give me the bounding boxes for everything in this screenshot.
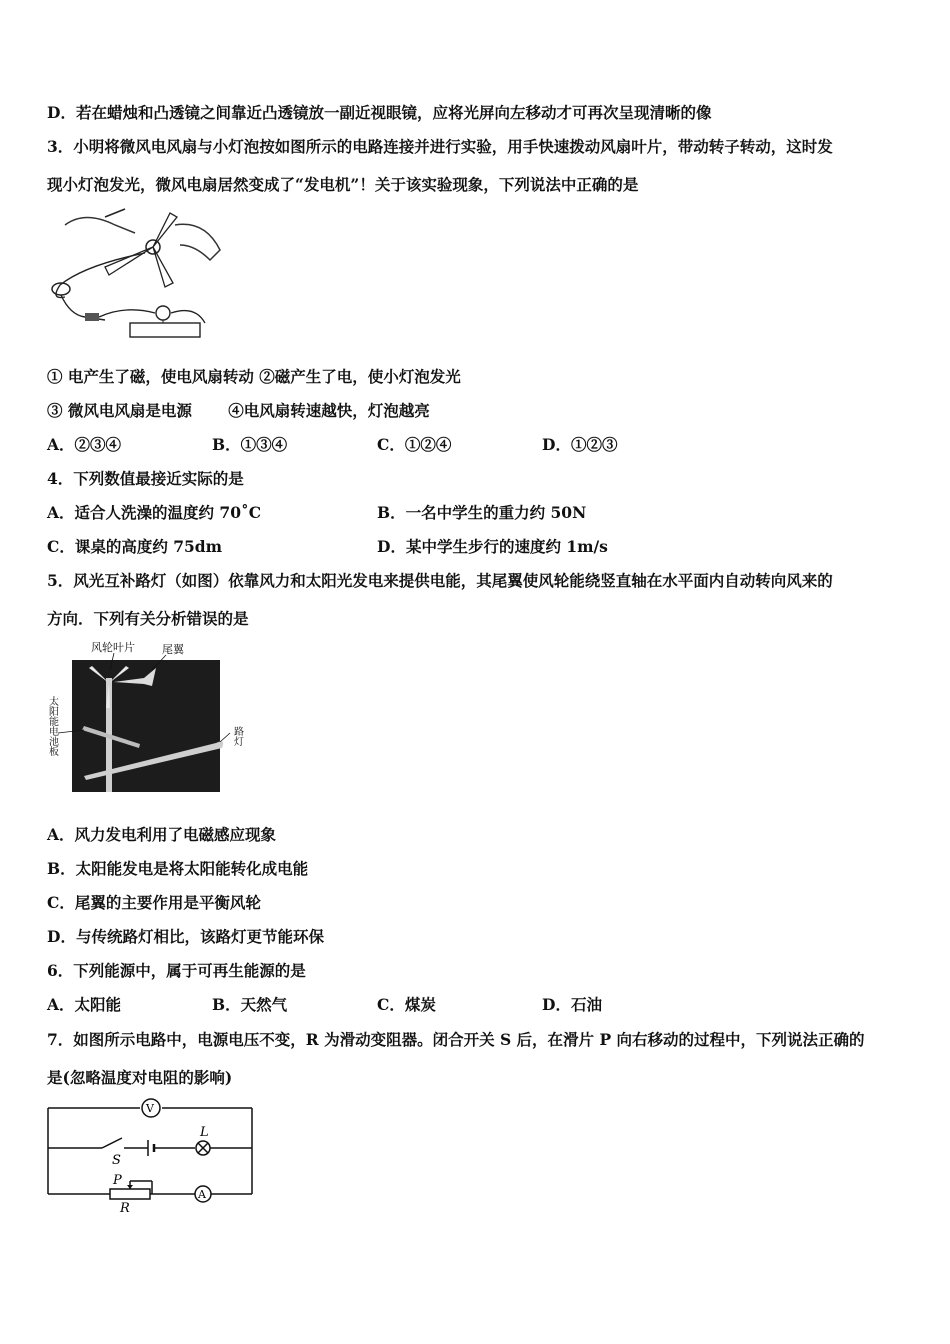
q7-ammeter-label: A xyxy=(198,1188,206,1201)
q4-option-b: B．一名中学生的重力约 50N xyxy=(377,503,587,522)
q6-option-a: A．太阳能 xyxy=(47,995,122,1014)
q5-label-solar: 太阳能电池板 xyxy=(46,696,58,756)
q7-rheostat-label: R xyxy=(120,1201,130,1216)
q7-lamp-label: L xyxy=(200,1125,209,1140)
q5-street-lamp-figure xyxy=(44,638,249,796)
q7-circuit-diagram xyxy=(40,1096,260,1216)
q6-option-d: D．石油 xyxy=(542,995,602,1014)
q5-label-tail: 尾翼 xyxy=(162,643,184,656)
q4-option-c: C．课桌的高度约 75dm xyxy=(47,537,223,556)
q6-stem: 6．下列能源中，属于可再生能源的是 xyxy=(47,961,306,980)
q3-stem-line1: 3．小明将微风电风扇与小灯泡按如图所示的电路连接并进行实验，用手快速拨动风扇叶片，带动转子转动，这时发 xyxy=(47,137,833,156)
q3-fan-circuit-figure xyxy=(45,205,225,350)
q7-voltmeter-label: V xyxy=(146,1102,154,1115)
q5-option-b: B．太阳能发电是将太阳能转化成电能 xyxy=(47,859,309,878)
q3-statement-1-2: ① 电产生了磁，使电风扇转动 ②磁产生了电，使小灯泡发光 xyxy=(47,367,461,386)
q5-stem-line2: 方向．下列有关分析错误的是 xyxy=(47,609,249,628)
q7-slider-label: P xyxy=(113,1173,122,1188)
q5-option-a: A．风力发电利用了电磁感应现象 xyxy=(47,825,277,844)
q7-stem-line1: 7．如图所示电路中，电源电压不变，R 为滑动变阻器。闭合开关 S 后，在滑片 P 向右移动的过程中，下列说法正确的 xyxy=(47,1030,865,1049)
q3-option-a: A．②③④ xyxy=(47,435,122,454)
q6-option-c: C．煤炭 xyxy=(377,995,436,1014)
q3-stem-line2: 现小灯泡发光，微风电扇居然变成了“发电机”！关于该实验现象，下列说法中正确的是 xyxy=(47,175,639,194)
q4-stem: 4．下列数值最接近实际的是 xyxy=(47,469,244,488)
q5-label-blade: 风轮叶片 xyxy=(91,641,135,654)
q3-statement-3-4: ③ 微风电风扇是电源 ④电风扇转速越快，灯泡越亮 xyxy=(47,401,430,420)
q3-option-d: D．①②③ xyxy=(542,435,618,454)
q7-stem-line2: 是(忽略温度对电阻的影响) xyxy=(47,1068,233,1087)
q5-option-d: D．与传统路灯相比，该路灯更节能环保 xyxy=(47,927,324,946)
q4-option-a: A．适合人洗澡的温度约 70˚C xyxy=(47,503,262,522)
q5-stem-line1: 5．风光互补路灯（如图）依靠风力和太阳光发电来提供电能，其尾翼使风轮能绕竖直轴在水平面内自动转向风来的 xyxy=(47,571,833,590)
q7-switch-label: S xyxy=(112,1153,121,1168)
q6-option-b: B．天然气 xyxy=(212,995,288,1014)
q5-option-c: C．尾翼的主要作用是平衡风轮 xyxy=(47,893,261,912)
q2-option-d: D．若在蜡烛和凸透镜之间靠近凸透镜放一副近视眼镜，应将光屏向左移动才可再次呈现清晰的像 xyxy=(47,103,712,122)
q3-option-c: C．①②④ xyxy=(377,435,452,454)
q3-option-b: B．①③④ xyxy=(212,435,288,454)
q5-label-lamp: 路灯 xyxy=(231,726,243,746)
q4-option-d: D．某中学生步行的速度约 1m/s xyxy=(377,537,608,556)
